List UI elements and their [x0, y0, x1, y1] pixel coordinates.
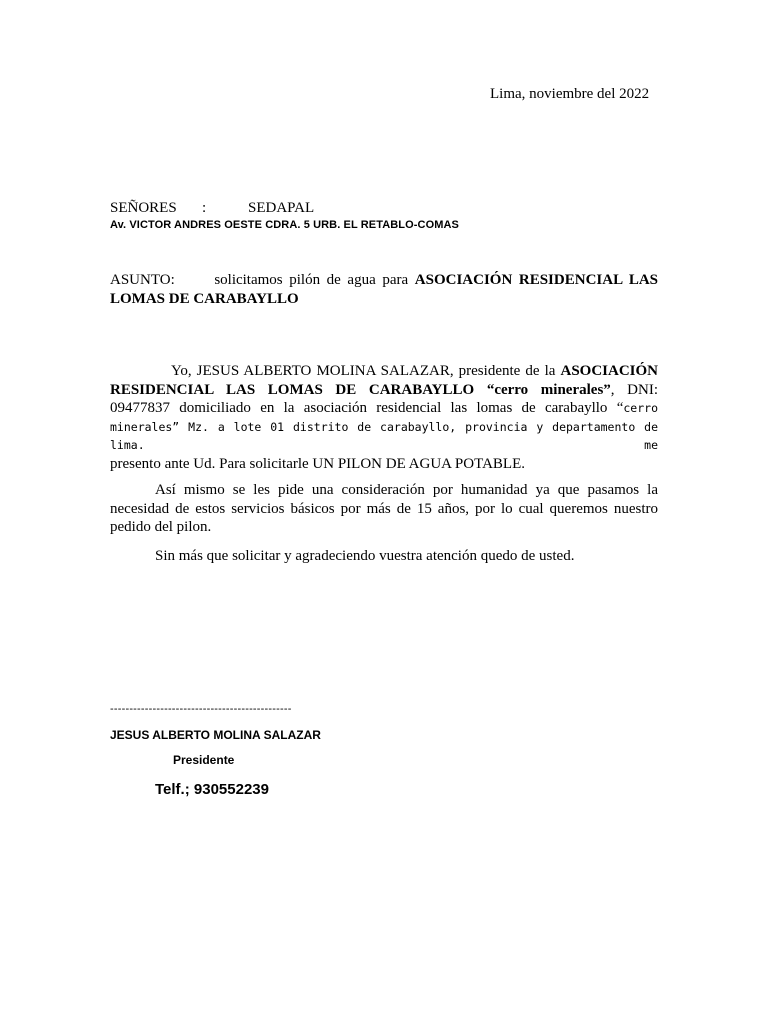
body-l2-bold: RESIDENCIAL LAS LOMAS DE CARABAYLLO “cerro minerales” [110, 381, 611, 398]
body-l1-bold: ASOCIACIÓN [560, 363, 658, 379]
subject-line-2 [110, 290, 658, 309]
body-paragraph-2 [110, 481, 658, 537]
subject-label: ASUNTO: [110, 272, 175, 288]
body-line-2 [110, 381, 658, 400]
subject-bold-2: LOMAS DE CARABAYLLO [110, 291, 299, 307]
para2-line-1: Así mismo se les pide una consideración por humanidad ya que pasamos la [155, 482, 658, 498]
recipient-label: SEÑORES [110, 200, 177, 216]
recipient-address: Av. VICTOR ANDRES OESTE CDRA. 5 URB. EL RETABLO-COMAS [110, 219, 459, 231]
signatory-name: JESUS ALBERTO MOLINA SALAZAR [110, 728, 321, 742]
para2-line-3: pedido del pilon. [110, 519, 212, 535]
body-l1-text: Yo, JESUS ALBERTO MOLINA SALAZAR, presidente de la [171, 363, 556, 379]
signatory-role: Presidente [173, 753, 235, 767]
letter-date: Lima, noviembre del 2022 [490, 86, 650, 102]
body-l2-text: , DNI: [610, 381, 658, 398]
body-line-3 [110, 399, 658, 418]
signature-line: ----------------------------------------------- [110, 703, 292, 715]
recipient-line [110, 200, 314, 217]
subject-text: solicitamos pilón de agua para [214, 272, 409, 288]
recipient-name: SEDAPAL [248, 200, 315, 216]
subject-line-1 [110, 271, 658, 290]
para2-line-2: necesidad de estos servicios básicos por más de 15 años, por lo cual queremos nuestro [110, 500, 658, 517]
body-l3-mono: cerro [623, 401, 658, 415]
body-line-4: minerales” Mz. a lote 01 distrito de carabayllo, provincia y departamento de lima. me [110, 419, 658, 452]
body-paragraph-1 [110, 362, 658, 473]
closing-paragraph: Sin más que solicitar y agradeciendo vuestra atención quedo de usted. [155, 548, 575, 564]
recipient-colon: : [202, 200, 207, 216]
subject-bold-1: ASOCIACIÓN RESIDENCIAL LAS [414, 272, 659, 288]
body-l3-text: 09477837 domiciliado en la asociación residencial las lomas de carabayllo “ [110, 400, 624, 416]
body-line-1 [110, 362, 658, 381]
subject-block [110, 271, 658, 309]
body-line-5: presento ante Ud. Para solicitarle UN PILON DE AGUA POTABLE. [110, 455, 525, 472]
signatory-phone: Telf.; 930552239 [155, 781, 269, 798]
